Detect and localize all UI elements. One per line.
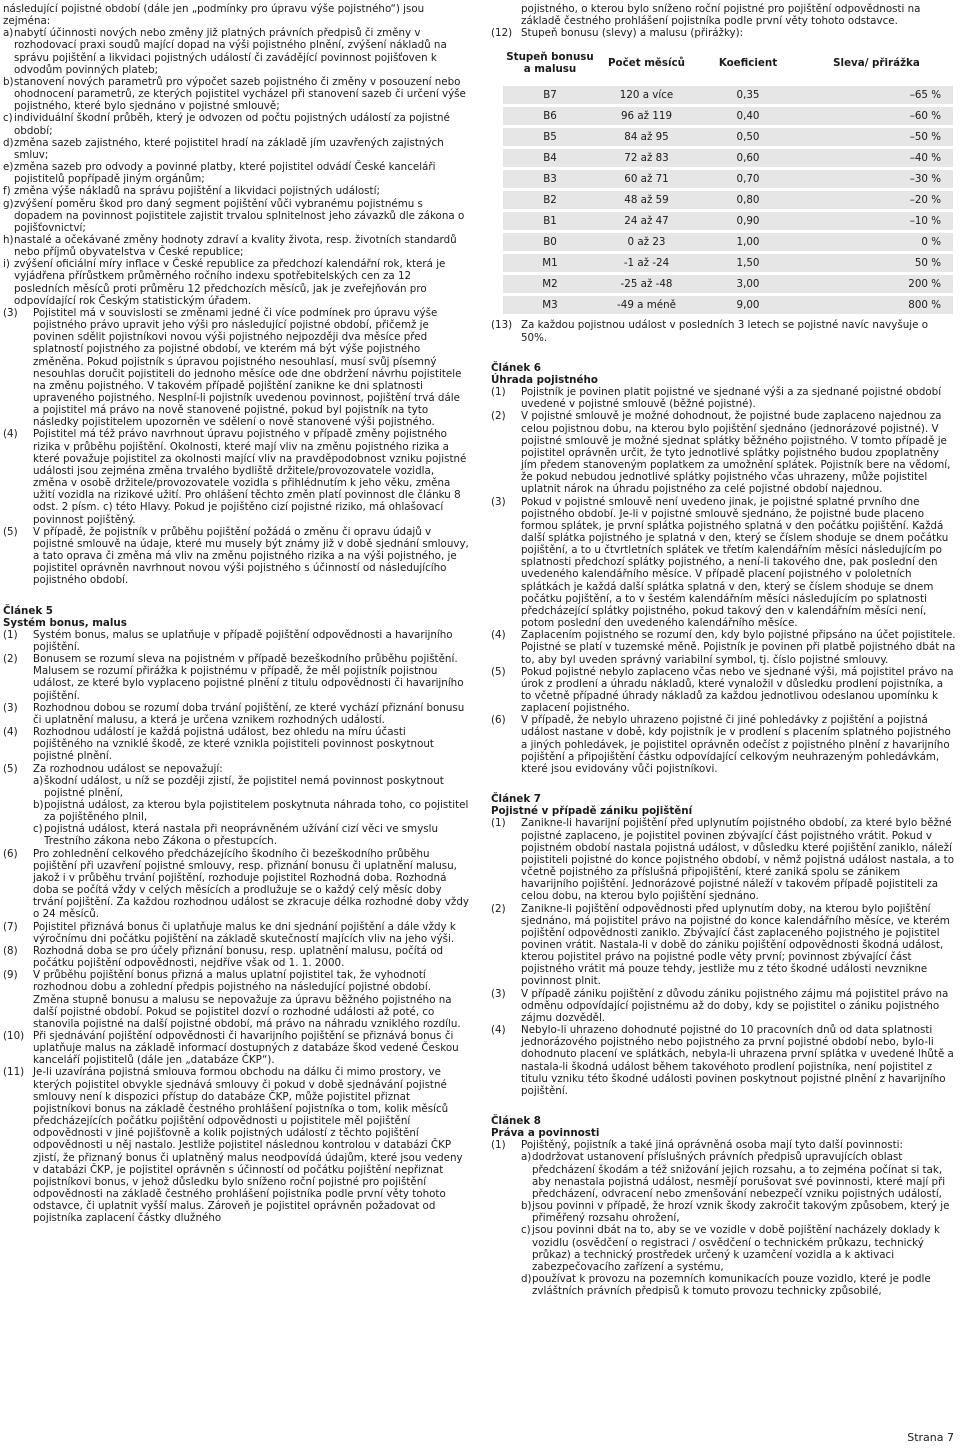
table-cell: 0,90 [696,212,800,230]
article-7-heading: Článek 7 [491,793,541,806]
paragraph [3,726,469,762]
list-item [3,198,469,234]
paragraph [3,969,469,1030]
list-item [33,775,469,799]
paragraph-number: (8) [3,944,18,957]
paragraph-text: V případě, že nebylo uhrazeno pojistné či jiné pohledávky z pojištění a pojistná událost nastane v době, kdy pojistník je v prodlení s placením splatného pojistného a jiných pohledávek, je pojistitel oprávněn odečíst z pojistného plnění z havarijního pojištění a připojištění částku odpovídající celkovým neuhrazeným pohledávkám, které jsou evidovány vůči pojistníkovi. [521,714,951,775]
table-row [503,107,953,125]
table-cell: M2 [503,275,597,293]
article-8-heading: Článek 8 [491,1115,541,1127]
table-header-row [503,48,953,83]
table-cell: B5 [503,128,597,146]
paragraph-number: (6) [491,714,506,727]
table-cell: B1 [503,212,597,230]
paragraph-number: (11) [3,1066,25,1079]
paragraph-text: Pokud pojistné nebylo zaplaceno včas nebo ve sjednané výši, má pojistitel právo na úrok z prodlení a úhradu nákladů, které vynaložil v důsledku prodlení pojistníka, a to včetně případné úhrady nákladů za každou jednotlivou odeslanou upomínku k zaplacení pojistného. [521,665,954,715]
list-item [521,1224,956,1273]
item-text: individuální škodní průběh, který je odvozen od počtu pojistných událostí za pojistné období; [14,112,450,137]
table-cell: 0,50 [696,128,800,146]
item-marker: d) [3,136,14,149]
item-text: používat k provozu na pozemních komunikacích pouze vozidlo, které je podle zvláštních právních předpisů k tomuto provozu technicky způsobilé, [532,1273,931,1298]
paragraph-text: Rozhodnou dobou se rozumí doba trvání pojištění, ze které vychází přiznání bonusu či uplatnění malusu, a která je určena vznikem rozhodných událostí. [33,701,465,726]
table-cell: M1 [503,254,597,272]
paragraph-number: (7) [3,920,18,933]
column-header: Počet měsíců [607,57,686,70]
table-cell: 84 až 95 [597,128,696,146]
table-cell: 72 až 83 [597,149,696,167]
paragraph [491,410,956,495]
paragraph-text: Je-li uzavírána pojistná smlouva formou obchodu na dálku či mimo prostory, ve kterých pojistitel obvykle sjednává smlouvy či pokud v době sjednávání pojistné smlouvy není k dispozici přístup do databáze ČKP, může pojistitel přiznat pojistníkovi bonus na základě čestného prohlášení pojistníka o tom, kolik měsíců předcházejících počátku pojištění odpovědnosti u pojistitele měl pojištění odpovědnosti v jiné pojišťovně a kolik pojistných událostí z těchto pojištění odpovědnosti u něj nastalo. Jestliže pojistitel následnou kontrolou v databázi ČKP zjistí, že přiznaný bonus či uplatněný malus neodpovídá údajům, které jsou vedeny v databázi ČKP, je pojistitel oprávněn s účinností od počátku pojištění nepřiznat pojistníkovi bonus, v jehož důsledku bylo sníženo roční pojistné pro pojištění odpovědnosti na základě čestného prohlášení pojistníka podle první věty tohoto odstavce, či uplatnit vyšší malus. Zároveň je pojistitel oprávněn požadovat od pojistníka zaplacení částky dlužného [33,1066,463,1225]
paragraph-text: Při sjednávání pojištění odpovědnosti či havarijního pojištění se přiznává bonus či uplatňuje malus na základě informací dostupných z databáze škod vedené Českou kanceláří pojistitelů (dále jen „databáze ČKP“). [33,1029,459,1067]
table-row [503,191,953,209]
paragraph-number: (3) [3,306,18,319]
paragraph-number: (3) [3,701,18,714]
item-text: jsou povinni v případě, že hrozí vznik škody zakročit takovým způsobem, který je přiměřený rozsahu ohrožení, [532,1200,950,1225]
list-item [3,161,469,185]
paragraph-number: (6) [3,847,18,860]
paragraph-text: Rozhodnou událostí je každá pojistná událost, bez ohledu na míru účasti pojištěného na vzniklé škodě, ze které vznikla pojistiteli povinnost poskytnout pojistné plnění. [33,726,434,763]
paragraph [3,428,469,525]
item-marker: c) [3,112,13,125]
paragraph-text: Pojistitel přiznává bonus či uplatňuje malus ke dni sjednání pojištění a dále vždy k výročnímu dni počátku pojištění na základě skutečností majících vliv na jeho výši. [33,920,456,945]
paragraph-number: (1) [491,817,506,830]
table-cell: –65 % [800,86,953,104]
item-text: zvýšení oficiální míry inflace v České republice za předchozí kalendářní rok, která je vyjádřena přírůstkem průměrného ročního indexu spotřebitelských cen za 12 posledních měsíců proti průměru 12 předchozích měsíců, jak je zveřejňován pro odpovídající rok Českým statistickým úřadem. [14,258,446,307]
table-cell: -1 až -24 [597,254,696,272]
item-marker: g) [3,197,14,210]
item-marker: e) [3,161,14,174]
paragraph-number: (1) [3,628,18,641]
table-cell: 0,70 [696,170,800,188]
table-cell: 96 až 119 [597,107,696,125]
left-column [3,3,469,1224]
paragraph-number: (4) [491,629,506,642]
paragraph [3,307,469,429]
paragraph-text: Pokud v pojistné smlouvě není uvedeno jinak, je pojistné splatné prvního dne pojistného období. Je-li v pojistné smlouvě sjednáno, že pojistné bude placeno formou splátek, je první splátka pojistného splatná v den počátku pojištění. Každá další splátka pojistného je splatná v den, který se číslem shoduje se dnem počátku pojištění, a to u čtvrtletních splátek ve třetím kalendářním měsíci následujícím po splatnosti předchozí splátky pojistného, a není-li takového dne, pak poslední den uvedeného kalendářního měsíce. V případě placení pojistného v pololetních splátkách je každá další splátka splatná v den, který se číslem shoduje se dnem počátku pojištění, a to v šestém kalendářním měsíci následujícím po splatnosti předcházející splátky pojistného, pokud takový den v kalendářním měsíci není, potom poslední den uvedeného kalendářního měsíce. [521,495,949,630]
table-cell: 0 až 23 [597,233,696,251]
paragraph [3,848,469,921]
paragraph [491,988,956,1024]
table-cell: 24 až 47 [597,212,696,230]
paragraph-text: V průběhu pojištění bonus přizná a malus uplatní pojistitel tak, že vyhodnotí rozhodnou dobu a zohlední předpis pojistného na následující pojistné období. Změna stupně bonusu a malusu se nepovažuje za úpravu běžného pojistného na další pojistné období. Pokud se pojistitel dozví o rozhodné události až poté, co stanovila pojistné na další pojistné období, má právo na náhradu vzniklého rozdílu. [33,969,461,1030]
continuation-text: pojistného, o kterou bylo sníženo roční pojistné pro pojištění odpovědnosti na základě čestného prohlášení pojistníka podle první věty tohoto odstavce. [521,3,921,28]
list-item [33,823,469,847]
table-cell: –10 % [800,212,953,230]
list-item [3,137,469,161]
paragraph-number: (5) [3,525,18,538]
list-item [521,1200,956,1224]
paragraph [491,496,956,630]
table-cell: 60 až 71 [597,170,696,188]
paragraph [491,629,956,665]
table-cell: –50 % [800,128,953,146]
paragraph-text: V případě zániku pojištění z důvodu zániku pojistného zájmu má pojistitel právo na odměnu odpovídající pojistnému až do doby, kdy se pojistitel o zániku pojistného zájmu dozvěděl. [521,987,949,1024]
paragraph [3,763,469,848]
paragraph-number: (4) [3,428,18,441]
article-5-heading: Článek 5 [3,604,53,617]
table-cell: -25 až -48 [597,275,696,293]
spacer [3,587,469,599]
article-7-title: Pojistné v případě zániku pojištění [491,805,693,818]
paragraph-number: (3) [491,987,506,1000]
list-item [3,234,469,258]
paragraph [3,629,469,653]
conditions-list [3,27,469,307]
paragraph-text: Pojistitel má též právo navrhnout úpravu pojistného v případě změny pojistného rizika v průběhu pojištění. Okolnosti, které mají vliv na změnu pojistného rizika a které považuje pojistitel za okolnosti mající vliv na pravděpodobnost vzniku pojistné události jsou zejména změna trvalého bydliště držitele/provozovatele vozidla, změna v osobě držitele/provozovatele vozidla s přihlédnutím k jeho věku, změna užití vozidla na rizikové užití. Pro ohlášení těchto změn platí povinnost dle článku 8 odst. 2 písm. c) této Hlavy. Pokud je pojištěno cizí pojistné riziko, má ohlašovací povinnost pojištěný. [33,428,467,526]
item-marker: f) [3,185,11,198]
paragraph [491,714,956,775]
table-row [503,296,953,314]
article-5-title: Systém bonus, malus [3,616,127,629]
item-text: změna sazeb pro odvody a povinné platby, které pojistitel odvádí České kanceláři pojistitelů popřípadě jiným orgánům; [14,161,436,186]
paragraph [491,386,956,410]
table-cell: –30 % [800,170,953,188]
item-marker: b) [3,75,14,88]
item-marker: c) [33,823,43,836]
list-item [521,1151,956,1200]
table-cell: 0 % [800,233,953,251]
paragraph-number: (4) [491,1024,506,1037]
paragraph [3,653,469,702]
paragraph [491,27,956,39]
list-item [3,76,469,112]
table-cell: B7 [503,86,597,104]
paragraph-text: Zaplacením pojistného se rozumí den, kdy bylo pojistné připsáno na účet pojistitele. Pojistné se platí v tuzemské měně. Pojistník je povinen při platbě pojistného dbát na to, aby byl uveden správný variabilní symbol, tj. číslo pojistné smlouvy. [521,629,956,666]
paragraph-number: (2) [491,902,506,915]
table-row [503,128,953,146]
article-8-title: Práva a povinnosti [491,1127,600,1140]
column-header: Sleva/ přirážka [833,57,920,70]
table-cell: 48 až 59 [597,191,696,209]
item-marker: a) [521,1151,532,1164]
table-row [503,233,953,251]
item-text: zvýšení poměru škod pro daný segment pojištění vůči vybranému pojistnému s dopadem na povinnost pojistitele zajistit trvalou splnitelnost jeho závazků dle zákona o pojišťovnictví; [14,197,465,234]
table-row [503,149,953,167]
paragraph [491,1024,956,1097]
paragraph-number: (2) [3,653,18,666]
paragraph-text: Za rozhodnou událost se nepovažují: [33,762,223,775]
paragraph [3,1030,469,1066]
paragraph-text: Bonusem se rozumí sleva na pojistném v případě bezeškodního průběhu pojištění. Malusem se rozumí přirážka k pojistnému v případě, že měl pojistník pojistnou událost, ze které bylo vyplaceno pojistné plnění z titulu odpovědnosti či havarijního pojištění. [33,653,464,702]
paragraph-number: (1) [491,1139,506,1152]
paragraph [491,319,956,343]
table-cell: 3,00 [696,275,800,293]
item-marker: c) [521,1224,531,1237]
table-cell: B2 [503,191,597,209]
list-item [3,258,469,307]
item-marker: b) [521,1200,532,1213]
paragraph-number: (12) [491,27,513,40]
paragraph-number: (4) [3,726,18,739]
list-item [3,112,469,136]
paragraph [3,1066,469,1224]
paragraph-text: V pojistné smlouvě je možné dohodnout, že pojistné bude zaplaceno najednou za celou pojistnou dobu, na kterou bylo pojištění sjednáno (jednorázové pojistné). V pojistné smlouvě je možné sjednat splátky běžného pojistného. V tomto případě je pojistitel oprávněn určit, že tyto jednotlivé splátky pojistného budou zpoplatněny jím předem stanoveným poplatkem za umožnění splátek. Pojistník bere na vědomí, že pokud nebudou jednotlivé splátky pojistného včas uhrazeny, může pojistitel uplatnit nárok na úhradu pojistného za celé pojistné období najednou. [521,410,951,496]
item-marker: d) [521,1273,532,1286]
paragraph-text: Pojištěný, pojistník a také jiná oprávněná osoba mají tyto další povinnosti: [521,1139,903,1152]
item-marker: i) [3,258,10,271]
table-cell: 0,40 [696,107,800,125]
table-cell: 0,60 [696,149,800,167]
item-text: pojistná událost, za kterou byla pojistitelem poskytnuta náhrada toho, co pojistitel za pojištěného plnil, [44,799,469,824]
paragraph-number: (9) [3,969,18,982]
paragraph-text: Zanikne-li pojištění odpovědnosti před uplynutím doby, na kterou bylo pojištění sjednáno, má pojistitel právo na pojistné do konce kalendářního měsíce, ve kterém pojištění odpovědnosti zaniklo. Zbývající část zaplaceného pojistného je pojistitel povinen vrátit. Nastala-li v době do zániku pojištění odpovědnosti škodná událost, kterou pojistitel právo na pojistné podle věty první; povinnost zbývající část pojistného vrátit má pouze tehdy, jestliže mu z této škodné události nevznikne povinnost plnit. [521,902,950,988]
item-marker: h) [3,233,14,246]
bonus-malus-table [503,45,953,317]
paragraph-text: Systém bonus, malus se uplatňuje v případě pojištění odpovědnosti a havarijního pojištění. [33,628,453,653]
article-6-title: Úhrada pojistného [491,373,598,386]
paragraph-text: Zanikne-li havarijní pojištění před uplynutím pojistného období, za které bylo běžné pojistné zaplaceno, je pojistitel povinen zbývající část pojistného vrátit. Pokud v pojistném období nastala pojistná událost, v důsledku které pojištění zaniklo, náleží pojistiteli pojistné do konce pojistného období, v němž pojistná událost nastala, a to včetně pojistného za příslušná připojištění, které zaniká spolu se zánikem havarijního pojištění. Jednorázové pojistné náleží v takovém případě pojistiteli za celou dobu, na kterou bylo pojištění sjednáno. [521,817,955,903]
table-row [503,212,953,230]
paragraph-text: Stupeň bonusu (slevy) a malusu (přirážky): [521,27,744,40]
table-row [503,170,953,188]
table-cell: –40 % [800,149,953,167]
paragraph-number: (10) [3,1029,25,1042]
table-cell: 1,00 [696,233,800,251]
table-cell: -49 a méně [597,296,696,314]
table-cell: B3 [503,170,597,188]
paragraph-number: (5) [491,665,506,678]
list-item [3,185,469,197]
table-cell: M3 [503,296,597,314]
right-column [491,3,956,1297]
table-cell: B4 [503,149,597,167]
table-cell: 800 % [800,296,953,314]
paragraph-text: Pojistník je povinen platit pojistné ve sjednané výši a za sjednané pojistné období uvedené v pojistné smlouvě (běžné pojistné). [521,386,942,411]
table-cell: 0,80 [696,191,800,209]
list-item [3,27,469,76]
list-item [521,1273,956,1297]
column-header: Koeficient [718,57,778,70]
item-text: změna výše nákladů na správu pojištění a likvidaci pojistných událostí; [14,185,380,198]
paragraph [3,702,469,726]
column-header: Stupeň bonusu a malusu [506,51,594,76]
paragraph [491,903,956,988]
item-marker: b) [33,799,44,811]
table-cell: –20 % [800,191,953,209]
item-text: nastalé a očekávané změny hodnoty zdraví a kvality života, resp. životních standardů nebo příjmů obyvatelstva v České republice; [14,233,457,259]
table-cell: 1,50 [696,254,800,272]
paragraph-number: (1) [491,386,506,399]
item-text: škodní událost, u níž se později zjistí, že pojistitel nemá povinnost poskytnout pojistné plnění, [44,774,444,799]
paragraph-text: Rozhodná doba se pro účely přiznání bonusu, resp. uplatnění malusu, počítá od počátku pojištění odpovědnosti, nejdříve však od 1. 1. 2000. [33,944,444,970]
paragraph [491,666,956,715]
page-number: Strana 7 [907,1431,954,1444]
paragraph-text: Za každou pojistnou událost v posledních 3 letech se pojistné navíc navyšuje o 50%. [521,319,929,344]
paragraph-text: V případě, že pojistník v průběhu pojištění požádá o změnu či opravu údajů v pojistné smlouvě na údaje, které mu musely být známy již v době sjednání smlouvy, a tato oprava či změna má vliv na změnu pojistného rizika a na výši pojistného, je pojistitel oprávněn navrhnout novou výši pojistného s účinností od následujícího pojistného období. [33,525,469,587]
paragraph-number: (2) [491,410,506,423]
paragraph-number: (13) [491,319,513,332]
paragraph-number: (5) [3,762,18,775]
paragraph [3,945,469,969]
paragraph-text: Pro zohlednění celkového předcházejícího škodního či bezeškodního průběhu pojištění při uzavření pojistné smlouvy, resp. přiznání bonusu či uplatnění malusu, jakož i v průběhu trvání pojištění, rozhoduje pojistitel Rozhodná doba. Rozhodná doba se počítá vždy v celých měsících a prodlužuje se o každý celý měsíc doby trvání pojištění. Za každou rozhodnou událost se zkracuje délka rozhodné doby vždy o 24 měsíců. [33,847,469,921]
table-cell: 0,35 [696,86,800,104]
paragraph-text: Pojistitel má v souvislosti se změnami jedné či více podmínek pro úpravu výše pojistného právo upravit jeho výši pro následující pojistné období, přičemž je povinen sdělit pojistníkovi novou výši pojistného nejpozději dva měsíce před splatností pojistného za pojistné období, ve kterém má být výše pojistného změněna. Pokud pojistník s úpravou pojistného nesouhlasí, musí svůj písemný nesouhlas doručit pojistiteli do jednoho měsíce ode dne obdržení návrhu pojistitele na změnu pojistného. V takovém případě pojištění zanikne ke dni splatnosti upraveného pojistného. Nesplní-li pojistník uvedenou povinnost, pojištění trvá dále a pojistitel má právo na nově stanovené pojistné, pokud byl pojistník na tyto následky pojistitelem upozorněn ve sdělení o nově stanovené výši pojistného. [33,306,462,429]
article-6-heading: Článek 6 [491,361,541,374]
table-cell: –60 % [800,107,953,125]
item-text: změna sazeb zajistného, které pojistitel hradí na základě jím uzavřených zajistných smluv; [14,136,444,161]
paragraph [491,1139,956,1297]
item-text: stanovení nových parametrů pro výpočet sazeb pojistného či změny v posouzení nebo ohodnocení parametrů, ze kterých pojistitel vycházel při stanovení sazeb či určení výše pojistného, které bylo sjednáno v pojistné smlouvě; [14,75,466,113]
table-row [503,254,953,272]
list-item [33,799,469,823]
item-text: pojistná událost, která nastala při neoprávněném užívání cizí věci ve smyslu Trestního zákona nebo Zákona o přestupcích. [44,823,439,848]
table-body [503,86,953,314]
table-cell: 120 a více [597,86,696,104]
paragraph [491,817,956,902]
item-marker: a) [3,27,14,40]
paragraph [3,526,469,587]
item-marker: a) [33,774,44,787]
paragraph-text: Nebylo-li uhrazeno dohodnuté pojistné do 10 pracovních dnů od data splatnosti jednorázového pojistného nebo pojistného za první pojistné období nebo, bylo-li dohodnuto placení ve splátkách, nebyla-li uhrazena první splátka v uvedené lhůtě a nastala-li škodná událost během takovéhoto prodlení pojistníka, není pojistitel z titulu vzniku této škodné události povinen poskytnout pojistné plnění z havarijního pojištění. [521,1024,954,1097]
item-text: nabytí účinnosti nových nebo změny již platných právních předpisů či změny v rozhodovací praxi soudů mající dopad na výši pojistného plnění, zvýšení nákladů na správu pojištění a likvidaci pojistných událostí či zavádějící povinnost pojišťoven k odvodům povinných plateb; [14,27,447,76]
table-cell: 9,00 [696,296,800,314]
intro-text: následující pojistné období (dále jen „podmínky pro úpravu výše pojistného“) jsou zejména: [3,3,425,28]
paragraph-number: (3) [491,495,506,508]
table-row [503,86,953,104]
table-cell: 200 % [800,275,953,293]
table-cell: B6 [503,107,597,125]
paragraph [3,921,469,945]
item-text: jsou povinni dbát na to, aby se ve vozidle v době pojištění nacházely doklady k vozidlu (osvědčení o registraci / osvědčení o technickém průkazu, technický průkaz) a technický prostředek určený k uzamčení vozidla a k aktivaci zabezpečovacího zařízení a systému, [532,1224,940,1273]
table-row [503,275,953,293]
table-cell: B0 [503,233,597,251]
table-cell: 50 % [800,254,953,272]
item-text: dodržovat ustanovení příslušných právních předpisů upravujících oblast předcházení škodám a též snižování jejich rozsahu, a to zejména počínat si tak, aby nenastala pojistná událost, nesmějí porušovat své povinnosti, které mají při předcházení, odvracení nebo zmenšování nebezpečí vzniku pojistných událostí, [532,1151,946,1200]
